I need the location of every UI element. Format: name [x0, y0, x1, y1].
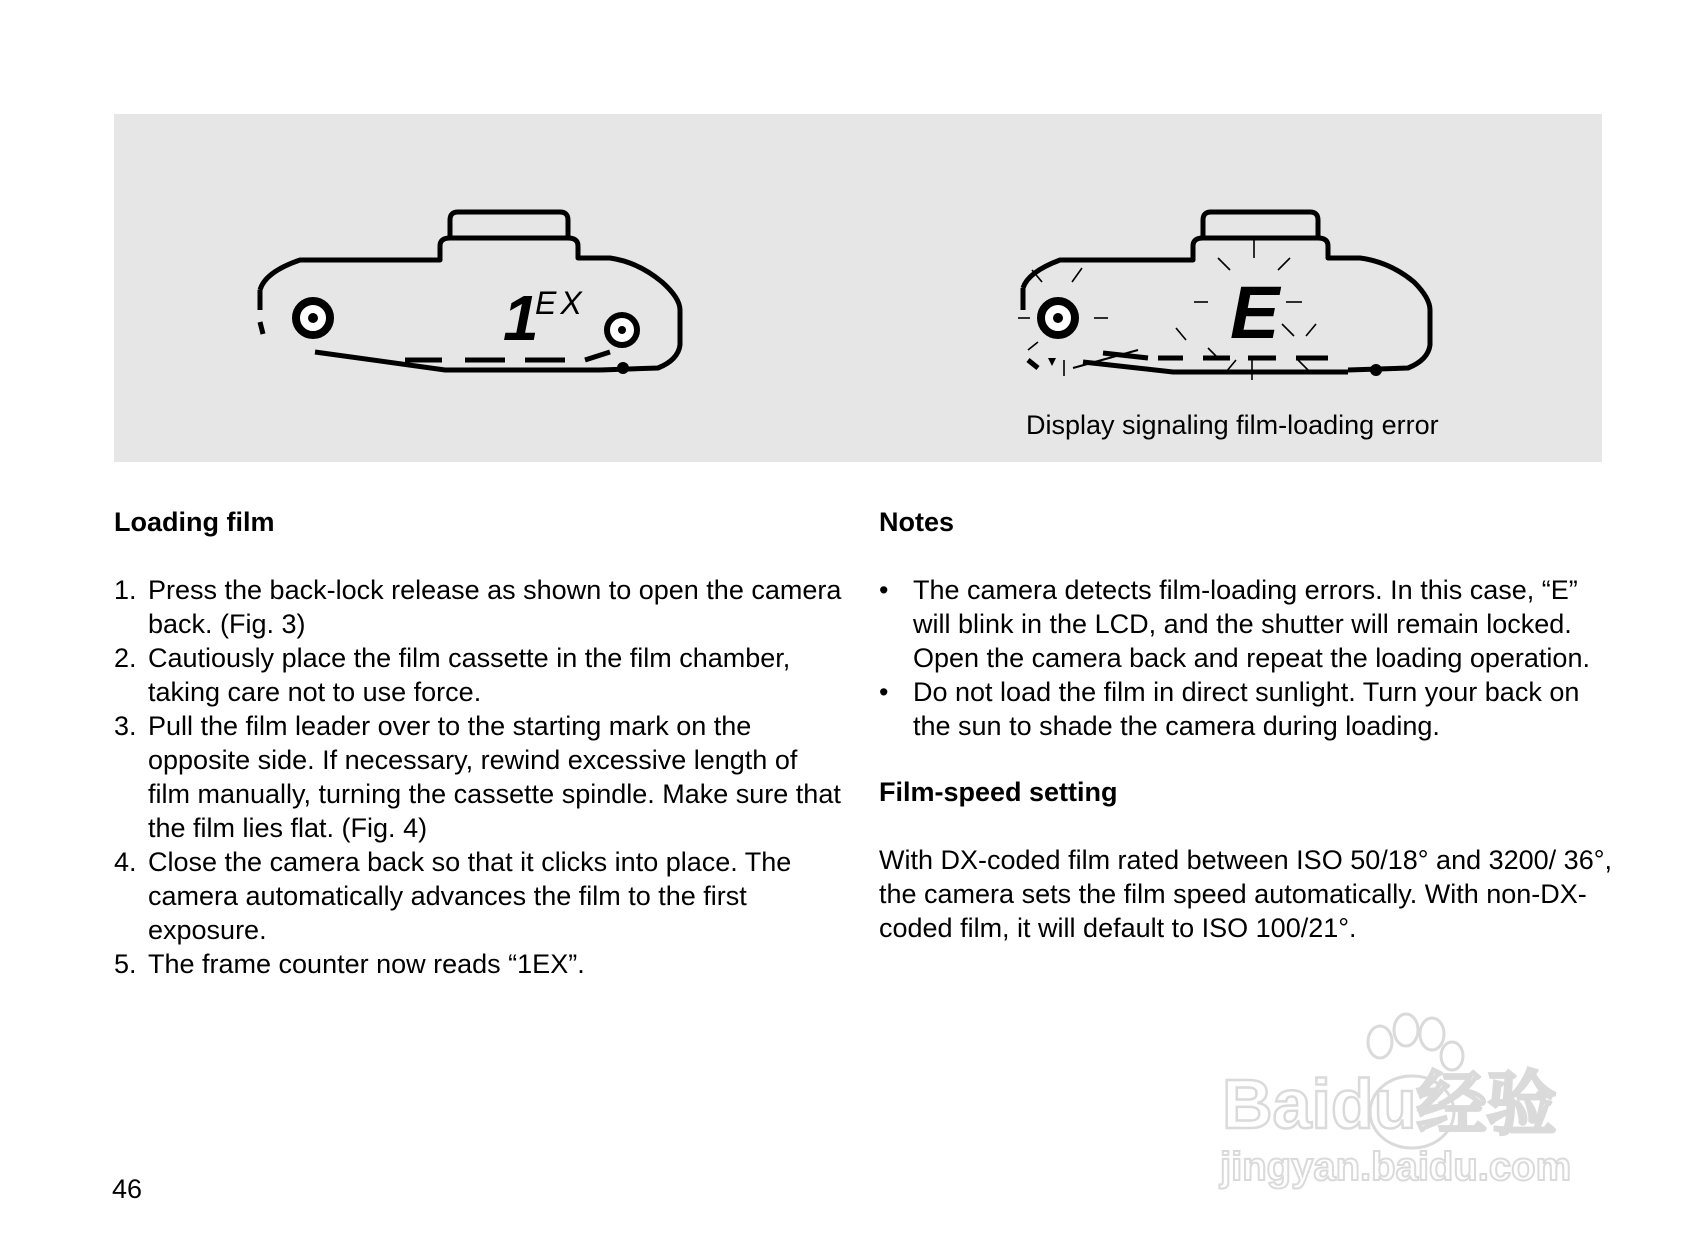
step-text: The frame counter now reads “1EX”.: [148, 949, 585, 979]
step-text: Cautiously place the film cassette in the film chamber, taking care not to use force.: [148, 643, 791, 707]
start-mark-dot: [1370, 364, 1382, 376]
step-text: Pull the film leader over to the starting mark on the opposite side. If necessary, rewind excessive length of film manually, turning the cassette spindle. Make sure that the film lies flat. (Fig. 4): [148, 711, 841, 843]
film-speed-heading: Film-speed setting: [879, 777, 1118, 807]
start-mark-dot: [617, 362, 629, 374]
error-symbol: E: [1230, 271, 1280, 354]
bullet: •: [879, 677, 889, 707]
notes-section: [879, 505, 1619, 945]
frame-counter-digit: 1: [503, 282, 539, 354]
list-item: [114, 947, 844, 981]
step-number: 4.: [114, 847, 137, 877]
loading-steps-list: [114, 573, 844, 981]
film-speed-body: With DX-coded film rated between ISO 50/18° and 3200/ 36°, the camera sets the film speed automatically. With non-DX-coded film, it will default to ISO 100/21°.: [879, 845, 1613, 943]
step-number: 3.: [114, 711, 137, 741]
step-text: Press the back-lock release as shown to open the camera back. (Fig. 3): [148, 575, 842, 639]
loading-film-heading: Loading film: [114, 507, 275, 537]
page-number: 46: [112, 1174, 143, 1204]
lcd-frame-counter-figure: [260, 210, 720, 405]
step-number: 1.: [114, 575, 137, 605]
list-item: [114, 845, 844, 947]
list-item: [879, 573, 1619, 675]
step-number: 5.: [114, 949, 137, 979]
step-text: Close the camera back so that it clicks into place. The camera automatically advances the film to the first exposure.: [148, 847, 792, 945]
step-number: 2.: [114, 643, 137, 673]
list-item: [879, 675, 1619, 743]
frame-counter-suffix: EX: [535, 285, 586, 321]
notes-list: [879, 573, 1619, 743]
figure-caption: Display signaling film-loading error: [1026, 410, 1439, 440]
camera-top-outline: [1023, 212, 1430, 370]
baidu-jingyan-watermark: [1210, 1000, 1610, 1190]
lcd-error-figure: [998, 210, 1468, 405]
notes-heading: Notes: [879, 507, 955, 537]
watermark-brand: Baidu经验: [1222, 1065, 1557, 1143]
list-item: [114, 709, 844, 845]
note-text: The camera detects film-loading errors. In this case, “E” will blink in the LCD, and the shutter will remain locked. Open the camera back and repeat the loading operation.: [913, 575, 1590, 673]
loading-film-section: [114, 505, 844, 981]
watermark-url: jingyan.baidu.com: [1220, 1145, 1572, 1189]
note-text: Do not load the film in direct sunlight. Turn your back on the sun to shade the camera during loading.: [913, 677, 1580, 741]
bullet: •: [879, 575, 889, 605]
list-item: [114, 641, 844, 709]
list-item: [114, 573, 844, 641]
